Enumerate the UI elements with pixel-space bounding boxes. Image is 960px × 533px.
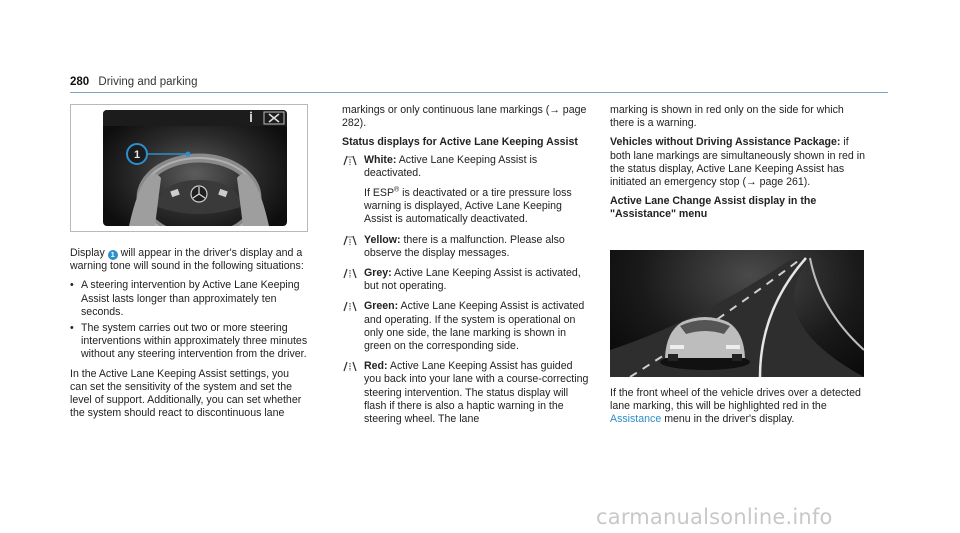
page-number: 280: [70, 76, 90, 88]
continuation-text: marking is shown in red only on the side for which there is a warning.: [610, 104, 844, 130]
lane-keeping-icon: [342, 361, 358, 372]
status-grey: Grey: Active Lane Keeping Assist is activated, but not operating.: [342, 267, 592, 293]
lane-keeping-icon: [342, 301, 358, 312]
continuation-text: markings or only continuous lane markings (→ page 282).: [342, 104, 587, 130]
steering-wheel-illustration: [103, 110, 287, 226]
bullet-list: [70, 279, 308, 361]
status-green: Green: Active Lane Keeping Assist is activated and operating. If the system is operational on only one side, the lane marking is shown in green on the corresponding side.: [342, 300, 592, 353]
assistance-link[interactable]: Assistance: [610, 413, 662, 426]
intro-paragraph: Display 1 will appear in the driver's display and a warning tone will sound in the following situations:: [70, 247, 304, 273]
header-rule: [70, 92, 888, 93]
settings-paragraph: In the Active Lane Keeping Assist settings, you can set the sensitivity of the system and set the level of support. Additionally, you can set whether the system should react to discontinuous lane: [70, 367, 302, 420]
watermark: carmanualsonline.info: [596, 505, 833, 529]
status-white: OFF White: Active Lane Keeping Assist is deactivated.: [342, 154, 592, 180]
road-car-illustration: [610, 250, 864, 377]
bottom-paragraph: If the front wheel of the vehicle drives over a detected lane marking, this will be highlighted red in the Assistance menu in the driver's display.: [610, 387, 861, 426]
lane-off-icon: [342, 235, 358, 246]
lane-keeping-icon: [342, 268, 358, 279]
lane-off-icon: [342, 155, 358, 166]
page-header: [70, 76, 197, 88]
section-title: Driving and parking: [98, 76, 198, 88]
status-esp-note: If ESP® is deactivated or a tire pressure loss warning is displayed, Active Lane Keeping Assist is automatically deactivated.: [364, 186, 572, 226]
column-2: [342, 104, 592, 433]
svg-text:OFF: OFF: [347, 154, 353, 159]
driver-display-figure: [70, 104, 308, 232]
figure-callout: 1: [133, 149, 141, 161]
lane-change-figure: [610, 250, 864, 377]
column-3: [610, 104, 868, 226]
status-yellow: OFF Yellow: there is a malfunction. Please also observe the display messages.: [342, 234, 592, 260]
list-item: • A steering intervention by Active Lane Keeping Assist lasts longer than approximately ten seconds.: [70, 279, 308, 319]
status-heading: Status displays for Active Lane Keeping Assist: [342, 136, 578, 149]
display-screen: [103, 110, 287, 226]
column-1: [70, 247, 308, 426]
list-item: • The system carries out two or more steering interventions within approximately three minutes without any steering intervention from the driver.: [70, 322, 308, 362]
svg-text:OFF: OFF: [347, 234, 353, 239]
lane-change-heading: Active Lane Change Assist display in the "Assistance" menu: [610, 195, 817, 221]
vehicles-note: Vehicles without Driving Assistance Package: if both lane markings are simultaneously shown in red in the status display, Active Lane Keeping Assist has initiated an emergency stop (→ page 261).: [610, 136, 865, 189]
status-red: Red: Active Lane Keeping Assist has guided you back into your lane with a course-correcting steering intervention. The status display will flash if there is also a haptic warning in the steering wheel. The lane: [342, 360, 592, 426]
callout-badge: 1: [108, 250, 118, 260]
